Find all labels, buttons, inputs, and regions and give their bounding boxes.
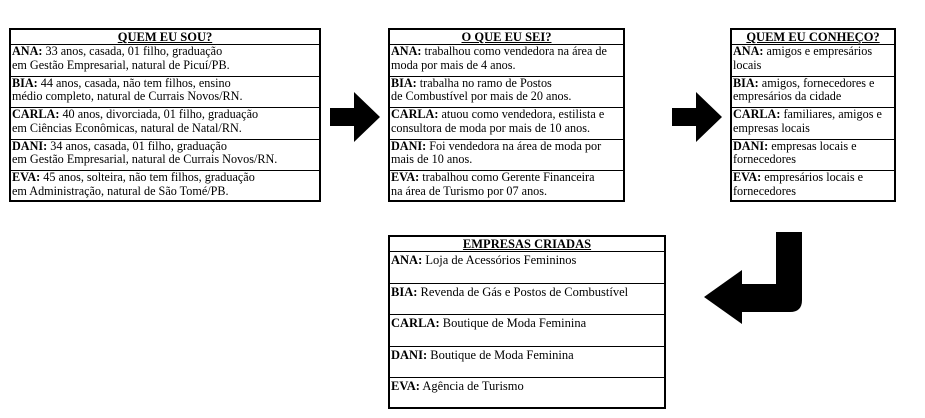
row-line: em Gestão Empresarial, natural de Picuí/PB. <box>12 57 230 72</box>
row-line: médio completo, natural de Currais Novos/RN. <box>12 89 243 103</box>
person-name: EVA: <box>391 379 420 393</box>
person-name: DANI: <box>733 139 769 153</box>
person-name: EVA: <box>733 171 762 184</box>
who-row-eva <box>11 171 319 203</box>
person-name: EVA: <box>391 171 420 184</box>
row-line: CARLA: 40 anos, divorciada, 01 filho, graduação <box>12 108 259 121</box>
row-line: BIA: amigos, fornecedores e <box>733 76 875 90</box>
row-line: ANA: Loja de Acessórios Femininos <box>391 253 577 267</box>
row-line: EVA: Agência de Turismo <box>391 379 524 393</box>
person-name: ANA: <box>733 45 764 58</box>
row-line: ANA: trabalhou como vendedora na área de <box>391 45 607 58</box>
right-arrow-icon <box>330 92 380 142</box>
row-line: empresários da cidade <box>733 89 842 103</box>
whom-row-eva <box>732 171 894 203</box>
who-row-carla <box>11 108 319 140</box>
know-row-carla <box>390 108 623 140</box>
row-line: em Gestão Empresarial, natural de Currais Novos/RN. <box>12 152 278 166</box>
row-line: BIA: 44 anos, casada, não tem filhos, ensino <box>12 76 231 90</box>
row-line: BIA: trabalha no ramo de Postos <box>391 76 552 90</box>
person-name: CARLA: <box>391 316 440 330</box>
row-line: fornecedores <box>733 152 796 166</box>
person-name: DANI: <box>391 139 427 153</box>
companies-row-eva <box>390 378 664 410</box>
person-name: BIA: <box>391 284 418 299</box>
row-line: fornecedores <box>733 183 796 198</box>
row-line: DANI: Foi vendedora na área de moda por <box>391 139 602 153</box>
person-name: DANI: <box>12 139 48 153</box>
who-row-bia <box>11 77 319 109</box>
row-line: EVA: trabalhou como Gerente Financeira <box>391 171 595 184</box>
row-line: CARLA: Boutique de Moda Feminina <box>391 316 587 330</box>
row-line: na área de Turismo por 07 anos. <box>391 183 548 198</box>
what-i-know-box <box>388 28 625 202</box>
bent-arrow-icon <box>704 236 804 326</box>
person-name: CARLA: <box>733 108 781 121</box>
what-i-know-title: O QUE EU SEI? <box>390 30 623 45</box>
companies-created-title: EMPRESAS CRIADAS <box>390 237 664 252</box>
person-name: ANA: <box>391 253 423 267</box>
who-am-i-title: QUEM EU SOU? <box>11 30 319 45</box>
row-line: DANI: 34 anos, casada, 01 filho, graduação <box>12 139 227 153</box>
row-line: consultora de moda por mais de 10 anos. <box>391 120 591 135</box>
companies-row-dani <box>390 347 664 379</box>
whom-row-ana <box>732 45 894 77</box>
whom-row-bia <box>732 77 894 109</box>
row-line: CARLA: familiares, amigos e <box>733 108 882 121</box>
row-line: em Ciências Econômicas, natural de Natal/RN. <box>12 120 242 135</box>
row-line: mais de 10 anos. <box>391 152 473 166</box>
person-name: BIA: <box>391 76 417 90</box>
person-name: ANA: <box>12 45 43 58</box>
know-row-dani <box>390 140 623 172</box>
companies-row-ana <box>390 252 664 284</box>
whom-i-know-title: QUEM EU CONHEÇO? <box>732 30 894 45</box>
know-row-eva <box>390 171 623 203</box>
whom-i-know-box <box>730 28 896 202</box>
row-line: EVA: empresários locais e <box>733 171 864 184</box>
person-name: DANI: <box>391 347 428 362</box>
row-line: moda por mais de 4 anos. <box>391 57 516 72</box>
row-line: em Administração, natural de São Tomé/PB. <box>12 183 229 198</box>
know-row-ana <box>390 45 623 77</box>
row-line: CARLA: atuou como vendedora, estilista e <box>391 108 605 121</box>
who-row-dani <box>11 140 319 172</box>
row-line: de Combustível por mais de 20 anos. <box>391 89 572 103</box>
row-line: empresas locais <box>733 120 810 135</box>
row-line: ANA: 33 anos, casada, 01 filho, graduação <box>12 45 223 58</box>
row-line: ANA: amigos e empresários <box>733 45 873 58</box>
companies-row-bia <box>390 284 664 316</box>
person-name: CARLA: <box>391 108 439 121</box>
person-name: EVA: <box>12 171 41 184</box>
row-line: DANI: Boutique de Moda Feminina <box>391 347 574 362</box>
right-arrow-icon <box>672 92 722 142</box>
know-row-bia <box>390 77 623 109</box>
person-name: CARLA: <box>12 108 60 121</box>
person-name: ANA: <box>391 45 422 58</box>
person-name: BIA: <box>733 76 759 90</box>
companies-row-carla <box>390 315 664 347</box>
row-line: DANI: empresas locais e <box>733 139 857 153</box>
whom-row-dani <box>732 140 894 172</box>
whom-row-carla <box>732 108 894 140</box>
row-line: BIA: Revenda de Gás e Postos de Combustível <box>391 284 629 299</box>
row-line: locais <box>733 57 762 72</box>
who-am-i-box <box>9 28 321 202</box>
who-row-ana <box>11 45 319 77</box>
row-line: EVA: 45 anos, solteira, não tem filhos, graduação <box>12 171 255 184</box>
person-name: BIA: <box>12 76 38 90</box>
companies-created-box <box>388 235 666 409</box>
